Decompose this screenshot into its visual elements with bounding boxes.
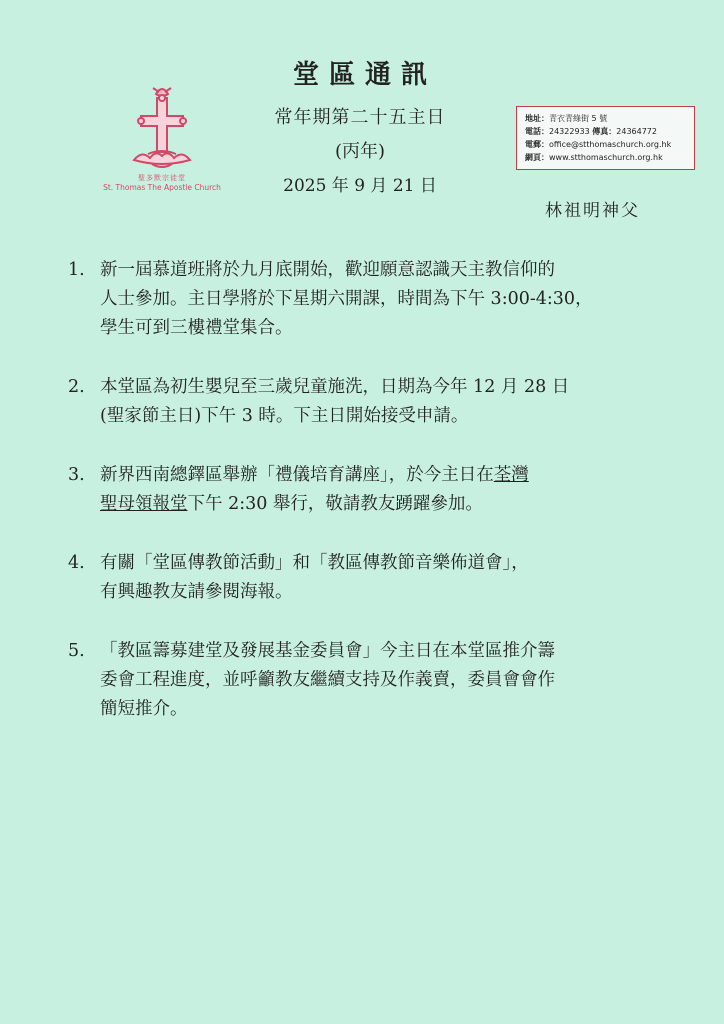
notice-text	[100, 549, 668, 607]
notice-line: 人士參加。主日學將於下星期六開課，時間為下午 3:00-4:30，	[100, 289, 593, 309]
notice-number: 2.	[68, 377, 85, 397]
address-label: 地址：	[525, 114, 549, 123]
notice-line: 委會工程進度，並呼籲教友繼續支持及作義賣，委員會會作	[100, 670, 555, 690]
notice-number: 5.	[68, 641, 85, 661]
address-value: 青衣青綠街 5 號	[549, 114, 608, 123]
cross-emblem-icon	[112, 80, 212, 180]
notice-line: 「教區籌募建堂及發展基金委員會」今主日在本堂區推介籌	[100, 641, 555, 661]
notice-list	[68, 256, 668, 724]
fax-value: 24364772	[616, 127, 657, 136]
email-row	[525, 138, 694, 151]
notice-item-1	[68, 256, 668, 343]
notice-text	[100, 637, 668, 724]
liturgical-year: (丙年)	[334, 141, 386, 162]
notice-text	[100, 461, 668, 519]
logo-caption-english: St. Thomas The Apostle Church	[103, 183, 221, 192]
notice-item-5	[68, 637, 668, 724]
priest-name: 林祖明神父	[545, 201, 640, 221]
phone-label: 電話：	[525, 127, 549, 136]
notice-line: 簡短推介。	[100, 699, 188, 719]
underlined-place-name: 荃灣	[493, 465, 529, 485]
notice-item-4	[68, 549, 668, 607]
notice-item-3	[68, 461, 668, 519]
website-value: www.stthomaschurch.org.hk	[549, 153, 663, 162]
notice-line: 新一屆慕道班將於九月底開始，歡迎願意認識天主教信仰的	[100, 260, 555, 280]
newsletter-date: 2025 年 9 月 21 日	[283, 176, 437, 196]
phone-value: 24322933	[549, 127, 590, 136]
page-title: 堂區通訊	[292, 60, 437, 90]
contact-info-box	[516, 106, 695, 170]
notice-number: 4.	[68, 553, 85, 573]
church-logo	[103, 80, 221, 192]
notice-text	[100, 373, 668, 431]
notice-item-2	[68, 373, 668, 431]
notice-line: 有關「堂區傳教節活動」和「教區傳教節音樂佈道會」，	[100, 553, 529, 573]
fax-label: 傳真：	[592, 127, 617, 136]
notice-number: 3.	[68, 465, 85, 485]
notice-line: 本堂區為初生嬰兒至三歲兒童施洗，日期為今年 12 月 28 日	[100, 377, 570, 397]
notice-text-post: 下午 2:30 舉行，敬請教友踴躍參加。	[187, 494, 483, 514]
newsletter-header	[230, 58, 490, 198]
notice-number: 1.	[68, 260, 85, 280]
notice-line: 學生可到三樓禮堂集合。	[100, 318, 293, 338]
phone-fax-row	[525, 125, 694, 138]
notice-text-pre: 新界西南總鐸區舉辦「禮儀培育講座」，於今主日在	[100, 465, 494, 485]
email-label: 電郵：	[525, 140, 549, 149]
website-label: 網頁：	[525, 153, 549, 162]
notice-line: 有興趣教友請參閱海報。	[100, 582, 293, 602]
notice-text	[100, 256, 668, 343]
underlined-church-name: 聖母領報堂	[100, 494, 188, 514]
email-value: office@stthomaschurch.org.hk	[549, 140, 672, 149]
address-row	[525, 112, 694, 125]
liturgical-sunday: 常年期第二十五主日	[274, 107, 446, 128]
logo-caption-chinese: 聖多默宗徒堂	[138, 174, 186, 182]
website-row	[525, 151, 694, 164]
notice-line: (聖家節主日)下午 3 時。下主日開始接受申請。	[100, 406, 469, 426]
